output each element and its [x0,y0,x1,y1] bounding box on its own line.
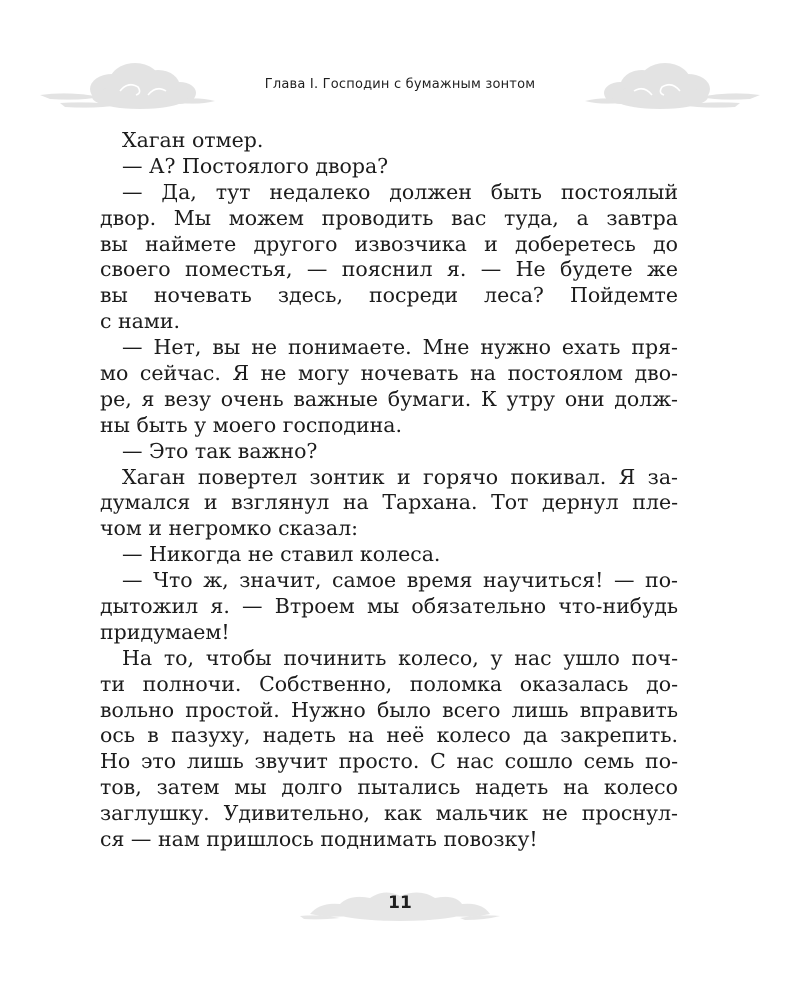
text-line: Но это лишь звучит просто. С нас сошло семь по- [100,749,678,774]
text-line: своего поместья, — пояснил я. — Не будете же [100,257,678,282]
text-line: ось в пазуху, надеть на неё колесо да закрепить. [100,723,678,748]
text-line: с нами. [100,309,181,334]
text-line: — Что ж, значит, самое время научиться! — по- [122,568,678,593]
body-text [100,128,678,853]
text-line: Хаган повертел зонтик и горячо покивал. Я за- [122,464,678,489]
text-line: ре, я везу очень важные бумаги. К утру они долж- [100,386,678,411]
text-line: придумаем! [100,619,230,644]
text-line: ны быть у моего господина. [100,412,403,437]
text-line: чом и негромко сказал: [100,516,359,541]
text-line: — Нет, вы не понимаете. Мне нужно ехать пря- [122,335,678,360]
text-line: заглушку. Удивительно, как мальчик не проснул- [100,801,678,826]
text-line: дытожил я. — Втроем мы обязательно что-нибудь [100,594,678,619]
text-line: — Это так важно? [122,438,318,463]
cloud-ornament-icon [585,55,760,125]
page-number: 11 [388,893,412,913]
text-line: ти полночи. Собственно, поломка оказалась до- [100,671,678,696]
text-line: вы ночевать здесь, посреди леса? Пойдемте [100,283,678,308]
text-line: ся — нам пришлось поднимать повозку! [100,827,538,852]
text-line: тов, затем мы долго пытались надеть на колесо [100,775,678,800]
text-line: — А? Постоялого двора? [122,153,389,178]
text-line: вы наймете другого извозчика и доберетесь до [100,231,678,256]
page-footer [300,880,500,930]
text-line: Хаган отмер. [122,128,264,152]
text-line: — Никогда не ставил колеса. [122,542,441,567]
page-header [0,55,800,125]
text-line: На то, чтобы починить колесо, у нас ушло поч- [122,645,678,670]
text-line: думался и взглянул на Тархана. Тот дернул пле- [100,490,678,515]
text-line: вольно простой. Нужно было всего лишь вправить [100,697,678,722]
text-line: двор. Мы можем проводить вас туда, а завтра [100,205,678,230]
running-head: Глава I. Господин с бумажным зонтом [264,77,536,92]
text-line: мо сейчас. Я не могу ночевать на постоялом дво- [100,361,678,386]
cloud-ornament-icon [40,55,215,125]
text-line: — Да, тут недалеко должен быть постоялый [122,179,678,204]
